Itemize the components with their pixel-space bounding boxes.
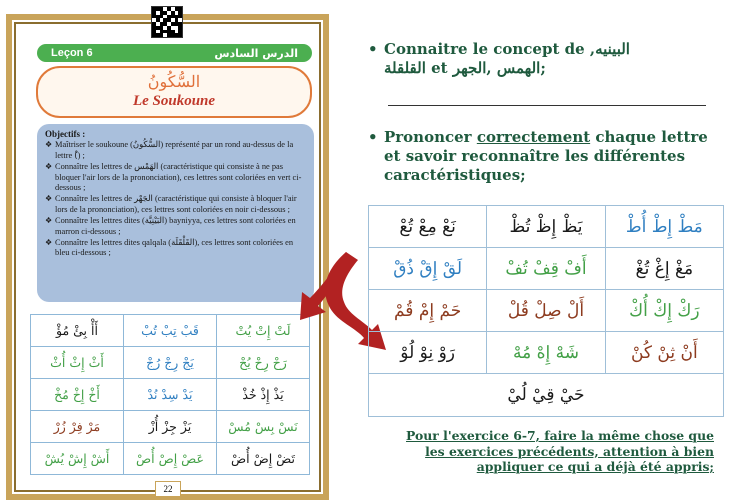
diamond-bullet-icon: ❖ bbox=[45, 194, 53, 204]
grid-cell: يَذْ إِذْ خُذْ bbox=[217, 379, 310, 411]
grid-cell: عَصْ إِصْ أُصْ bbox=[124, 443, 217, 475]
diamond-bullet-icon: ❖ bbox=[45, 140, 53, 150]
grid-cell: مَطْ إِطْ أُطْ bbox=[605, 206, 723, 248]
objectif-item: ❖ Connaître les lettres de الهَمْس (caractéristique qui consiste à ne pas bloquer l'air lors de la prononciation), ces lettres sont coloriées en vert ci-dessous ; bbox=[45, 162, 302, 193]
lesson-label: Leçon 6 bbox=[51, 47, 93, 59]
diamond-bullet-icon: ❖ bbox=[45, 162, 53, 172]
grid-cell: نَعْ مِعْ تُعْ bbox=[369, 206, 487, 248]
qr-code-icon bbox=[151, 6, 183, 38]
objectif-item: ❖ Connaître les lettres dites qalqala (القَلْقَلَة), ces lettres sont coloriées en bleu ci-dessous ; bbox=[45, 238, 294, 258]
grid-cell: أَلْ صِلْ قُلْ bbox=[487, 290, 605, 332]
grid-cell: أَفْ قِفْ تُفْ bbox=[487, 248, 605, 290]
section-divider bbox=[388, 105, 706, 106]
grid-cell: حَيْ قِيْ لُيْ bbox=[369, 374, 724, 417]
table-row bbox=[369, 248, 724, 290]
objectif-item: ❖ Connaître les lettres dites (البَيْنِيَّة) bayniyya, ces lettres sont coloriées en marron ci-dessous ; bbox=[45, 216, 296, 236]
table-row bbox=[31, 347, 310, 379]
grid-cell: أَشْ إِشْ يُشْ bbox=[31, 443, 124, 475]
diamond-bullet-icon: ❖ bbox=[45, 238, 53, 248]
bullet-dot-icon: • bbox=[368, 40, 378, 58]
underlined-word: correctement bbox=[476, 128, 591, 146]
objectif-item: ❖ Maîtriser le soukoune (السُّكُونُ) représenté par un rond au-dessus de la lettre (ْ) ; bbox=[45, 140, 294, 160]
grid-cell: يَزْ جِزْ أُزْ bbox=[124, 411, 217, 443]
grid-cell: نَسْ بِسْ مُسْ bbox=[217, 411, 310, 443]
grid-cell: قَبْ تِبْ تُبْ bbox=[124, 315, 217, 347]
lesson-title-banner bbox=[36, 66, 312, 118]
grid-cell: أَنْ ثِنْ كُنْ bbox=[605, 332, 723, 374]
grid-cell: رَحْ رِحْ يُحْ bbox=[217, 347, 310, 379]
grid-cell: يَجْ رِجْ رُجْ bbox=[124, 347, 217, 379]
grid-cell: تَضْ إِضْ أُضْ bbox=[217, 443, 310, 475]
table-row bbox=[31, 411, 310, 443]
diamond-bullet-icon: ❖ bbox=[45, 216, 53, 226]
table-row bbox=[31, 315, 310, 347]
lesson-title-fr: Le Soukoune bbox=[132, 93, 216, 109]
objectif-item: ❖ Connaître les lettres de الجَهْر (caractéristique qui consiste à bloquer l'air lors de la prononciation), ces lettres sont coloriées en noir ci-dessous ; bbox=[45, 194, 297, 214]
bullet-1-line-2: القلقلة et الهمس ,الجهر; bbox=[384, 59, 546, 77]
table-row bbox=[369, 374, 724, 417]
grid-cell: لَقْ إِقْ ذُقْ bbox=[369, 248, 487, 290]
table-row bbox=[369, 332, 724, 374]
table-row bbox=[31, 443, 310, 475]
lesson-title-ar: السُّكُونُ bbox=[147, 72, 201, 91]
grid-cell: يَظْ إِظْ تُظْ bbox=[487, 206, 605, 248]
lesson-header-bar bbox=[37, 44, 312, 62]
table-row bbox=[369, 206, 724, 248]
book-page bbox=[0, 0, 337, 504]
lesson-label-ar: الدرس السادس bbox=[214, 46, 298, 60]
objectifs-title: Objectifs : bbox=[45, 129, 86, 139]
table-row bbox=[31, 379, 310, 411]
grid-cell: رَكْ إِكْ أُكْ bbox=[605, 290, 723, 332]
grid-cell: أَثْ إِثْ أُثْ bbox=[31, 347, 124, 379]
objective-bullet-2: • Prononcer correctement chaque lettre et savoir reconnaître les différentes caractéristiques; bbox=[368, 128, 708, 184]
grid-cell: مَغْ إِغْ تُغْ bbox=[605, 248, 723, 290]
exercise-letter-grid bbox=[368, 205, 724, 417]
bullet-dot-icon: • bbox=[368, 128, 378, 146]
book-letter-grid bbox=[30, 314, 310, 475]
exercise-footnote: Pour l'exercice 6-7, faire la même chose que les exercices précédents, attention à bien appliquer ce qui a déjà été appris; bbox=[406, 428, 714, 474]
grid-cell: يَدْ سِدْ نُدْ bbox=[124, 379, 217, 411]
grid-cell: لَتْ إِتْ يُتْ bbox=[217, 315, 310, 347]
grid-cell: مَرْ فِرْ زُرْ bbox=[31, 411, 124, 443]
objectifs-box bbox=[37, 124, 314, 302]
objective-bullet-1 bbox=[368, 40, 724, 78]
bullet-1-line-1: Connaitre le concept de ,البينيه bbox=[384, 40, 630, 58]
grid-cell: أَخْ إِخْ مُخْ bbox=[31, 379, 124, 411]
page-number: 22 bbox=[155, 481, 181, 497]
table-row bbox=[369, 290, 724, 332]
grid-cell: شَهْ إِهْ مُهْ bbox=[487, 332, 605, 374]
grid-cell: حَمْ إِمْ قُمْ bbox=[369, 290, 487, 332]
grid-cell: أَأْ بِئْ مُؤْ bbox=[31, 315, 124, 347]
grid-cell: رَوْ نِوْ لُوْ bbox=[369, 332, 487, 374]
